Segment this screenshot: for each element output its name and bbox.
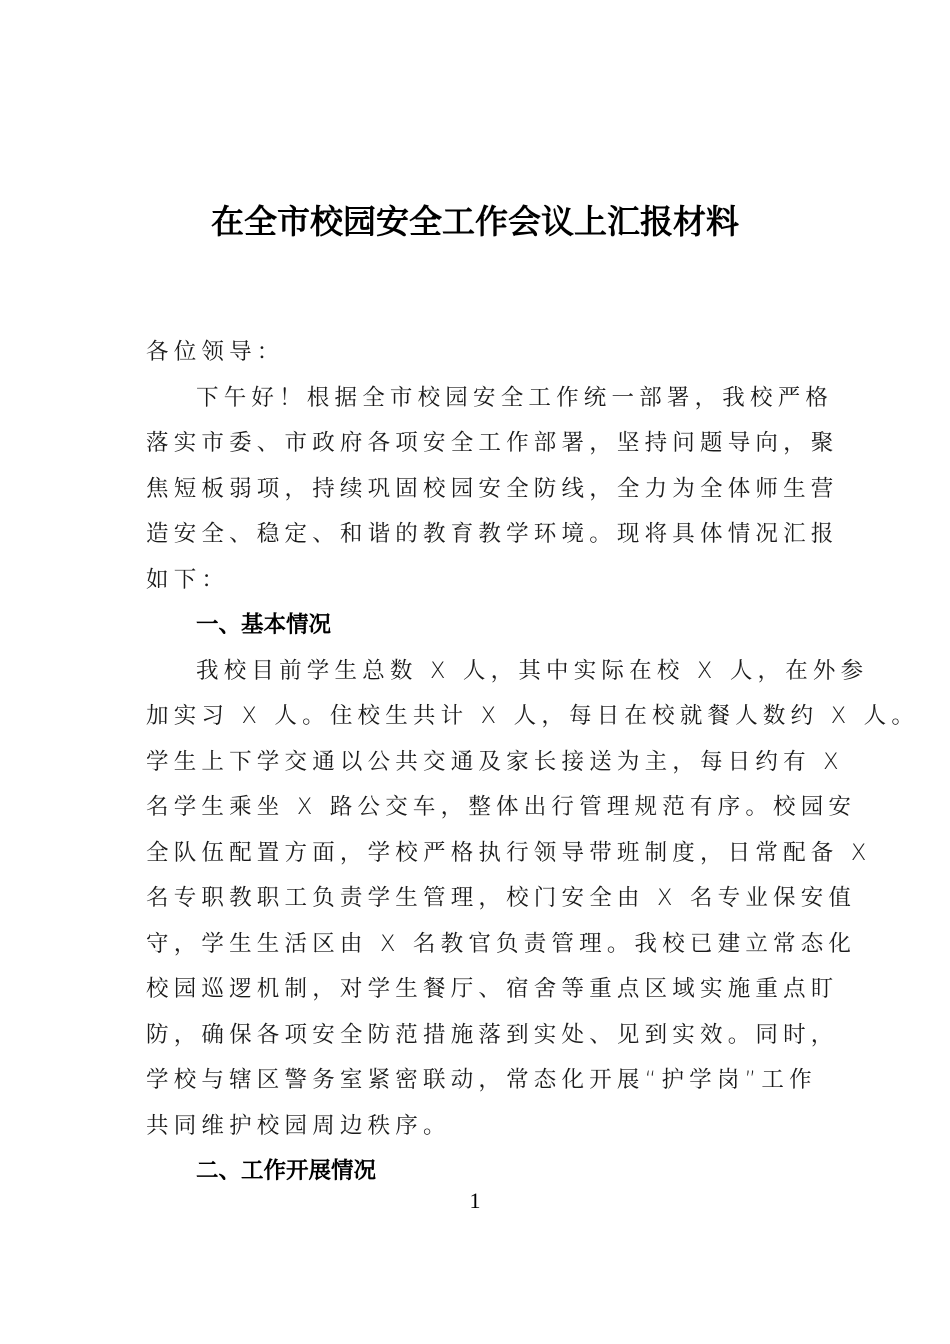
section-heading-basic-situation: 一、基本情况 — [196, 612, 332, 638]
section-line: 名学生乘坐 X 路公交车，整体出行管理规范有序。校园安 — [146, 794, 857, 820]
document-body — [146, 330, 920, 1195]
section-line: 加实习 X 人。住校生共计 X 人，每日在校就餐人数约 X 人。 — [146, 703, 920, 729]
section-line: 我校目前学生总数 X 人，其中实际在校 X 人，在外参 — [196, 657, 869, 684]
section-line: 学生上下学交通以公共交通及家长接送为主，每日约有 X — [146, 748, 844, 775]
section-heading-work-progress: 二、工作开展情况 — [196, 1158, 377, 1184]
intro-line: 造安全、稳定、和谐的教育教学环境。现将具体情况汇报 — [146, 521, 839, 547]
salutation: 各位领导： — [146, 339, 285, 365]
intro-line: 落实市委、市政府各项安全工作部署，坚持问题导向，聚 — [146, 430, 839, 456]
intro-line: 如下： — [146, 566, 230, 593]
section-line: 防，确保各项安全防范措施落到实处、见到实效。同时， — [146, 1021, 839, 1048]
section-line: 全队伍配置方面，学校严格执行领导带班制度，日常配备 X — [146, 839, 872, 866]
document-title: 在全市校园安全工作会议上汇报材料 — [211, 202, 739, 241]
section-line: 学校与辖区警务室紧密联动，常态化开展“护学岗”工作 — [146, 1067, 817, 1093]
section-line: 共同维护校园周边秩序。 — [146, 1112, 451, 1139]
page-number: 1 — [469, 1188, 481, 1213]
section-line: 名专职教职工负责学生管理，校门安全由 X 名专业保安值 — [146, 885, 857, 911]
intro-line: 下午好！根据全市校园安全工作统一部署，我校严格 — [196, 384, 834, 411]
intro-line: 焦短板弱项，持续巩固校园安全防线，全力为全体师生营 — [146, 475, 839, 502]
section-line: 校园巡逻机制，对学生餐厅、宿舍等重点区域实施重点盯 — [146, 976, 839, 1002]
section-line: 守，学生生活区由 X 名教官负责管理。我校已建立常态化 — [146, 930, 857, 957]
